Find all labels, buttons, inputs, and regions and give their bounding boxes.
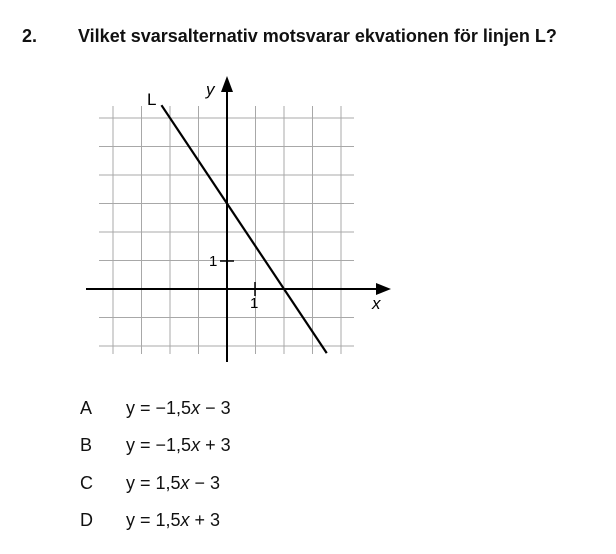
option-b[interactable] <box>80 435 231 456</box>
option-equation: y = 1,5x − 3 <box>126 473 221 493</box>
x-tick-label: 1 <box>250 295 259 312</box>
line-l <box>161 105 326 353</box>
question-number: 2. <box>22 26 38 46</box>
option-equation: y = −1,5x − 3 <box>126 398 231 418</box>
x-axis-label: x <box>372 294 381 313</box>
option-d[interactable] <box>80 510 220 531</box>
option-equation: y = −1,5x + 3 <box>126 435 231 455</box>
option-letter: D <box>80 510 93 530</box>
y-axis-arrow <box>221 76 233 92</box>
line-l-label: L <box>147 90 157 109</box>
question-text: Vilket svarsalternativ motsvarar ekvationen för linjen L? <box>78 26 557 46</box>
y-tick-label: 1 <box>209 253 218 270</box>
option-c[interactable] <box>80 473 220 494</box>
option-letter: A <box>80 398 93 418</box>
y-axis-label: y <box>206 80 215 99</box>
option-letter: B <box>80 435 93 455</box>
option-equation: y = 1,5x + 3 <box>126 510 221 530</box>
option-letter: C <box>80 473 93 493</box>
option-a[interactable] <box>80 398 231 419</box>
